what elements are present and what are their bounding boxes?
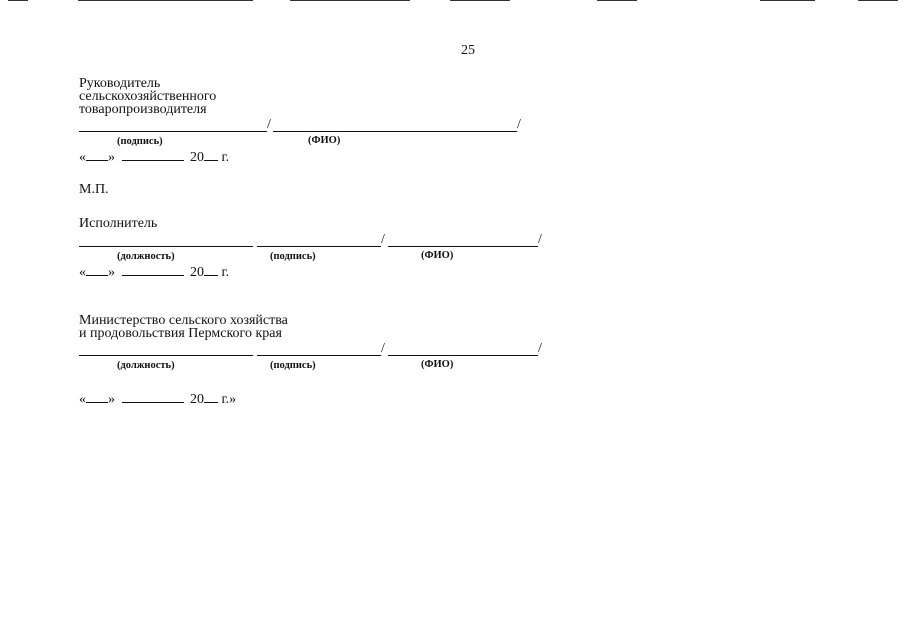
scan-edge-mark [760, 0, 815, 1]
date-suffix: г. [221, 150, 230, 165]
ministry-fio-line[interactable] [388, 355, 538, 356]
date-quote-close: » [108, 265, 115, 280]
ministry-title-line-2: и продовольствия Пермского края [79, 326, 282, 341]
executor-date [79, 265, 229, 280]
scan-edge-mark [78, 0, 253, 1]
stamp-place: М.П. [79, 182, 109, 197]
ministry-date [79, 392, 236, 407]
executor-signature-label: (подпись) [270, 251, 316, 262]
date-month-field[interactable] [122, 150, 184, 161]
producer-date [79, 150, 229, 165]
date-suffix: г. [221, 265, 230, 280]
ministry-signature-label: (подпись) [270, 360, 316, 371]
producer-signature-label: (подпись) [117, 136, 163, 147]
executor-position-label: (должность) [117, 251, 175, 262]
date-year-prefix: 20 [190, 150, 204, 165]
date-suffix: г.» [221, 392, 237, 407]
ministry-title-line-1: Министерство сельского хозяйства [79, 313, 288, 328]
producer-fio-label: (ФИО) [308, 135, 341, 146]
scan-edge-mark [290, 0, 410, 1]
executor-title: Исполнитель [79, 216, 158, 231]
executor-signature-line[interactable] [257, 246, 381, 247]
producer-fio-line[interactable] [273, 131, 517, 132]
ministry-separator: / [381, 341, 385, 356]
scan-edge-mark [450, 0, 510, 1]
producer-title-line-2: сельскохозяйственного [79, 89, 217, 104]
scan-edge-mark [597, 0, 637, 1]
executor-separator-end: / [538, 232, 542, 247]
ministry-position-label: (должность) [117, 360, 175, 371]
executor-fio-label: (ФИО) [421, 250, 454, 261]
date-year-field[interactable] [204, 265, 218, 276]
date-day-field[interactable] [86, 150, 108, 161]
producer-title-line-3: товаропроизводителя [79, 102, 207, 117]
producer-separator-end: / [517, 117, 521, 132]
date-year-field[interactable] [204, 150, 218, 161]
producer-signature-line[interactable] [79, 131, 267, 132]
date-year-prefix: 20 [190, 265, 204, 280]
producer-separator: / [267, 117, 271, 132]
date-year-field[interactable] [204, 392, 218, 403]
scan-edge-mark [8, 0, 28, 1]
executor-separator: / [381, 232, 385, 247]
scan-edge-mark [858, 0, 898, 1]
executor-position-line[interactable] [79, 246, 253, 247]
executor-fio-line[interactable] [388, 246, 538, 247]
date-day-field[interactable] [86, 265, 108, 276]
ministry-signature-line[interactable] [257, 355, 381, 356]
date-quote-close: » [108, 150, 115, 165]
date-quote-open: « [79, 265, 86, 280]
producer-title-line-1: Руководитель [79, 76, 161, 91]
date-month-field[interactable] [122, 265, 184, 276]
date-year-prefix: 20 [190, 392, 204, 407]
page-number: 25 [461, 43, 475, 58]
ministry-separator-end: / [538, 341, 542, 356]
ministry-position-line[interactable] [79, 355, 253, 356]
date-day-field[interactable] [86, 392, 108, 403]
date-quote-close: » [108, 392, 115, 407]
date-month-field[interactable] [122, 392, 184, 403]
ministry-fio-label: (ФИО) [421, 359, 454, 370]
date-quote-open: « [79, 392, 86, 407]
date-quote-open: « [79, 150, 86, 165]
